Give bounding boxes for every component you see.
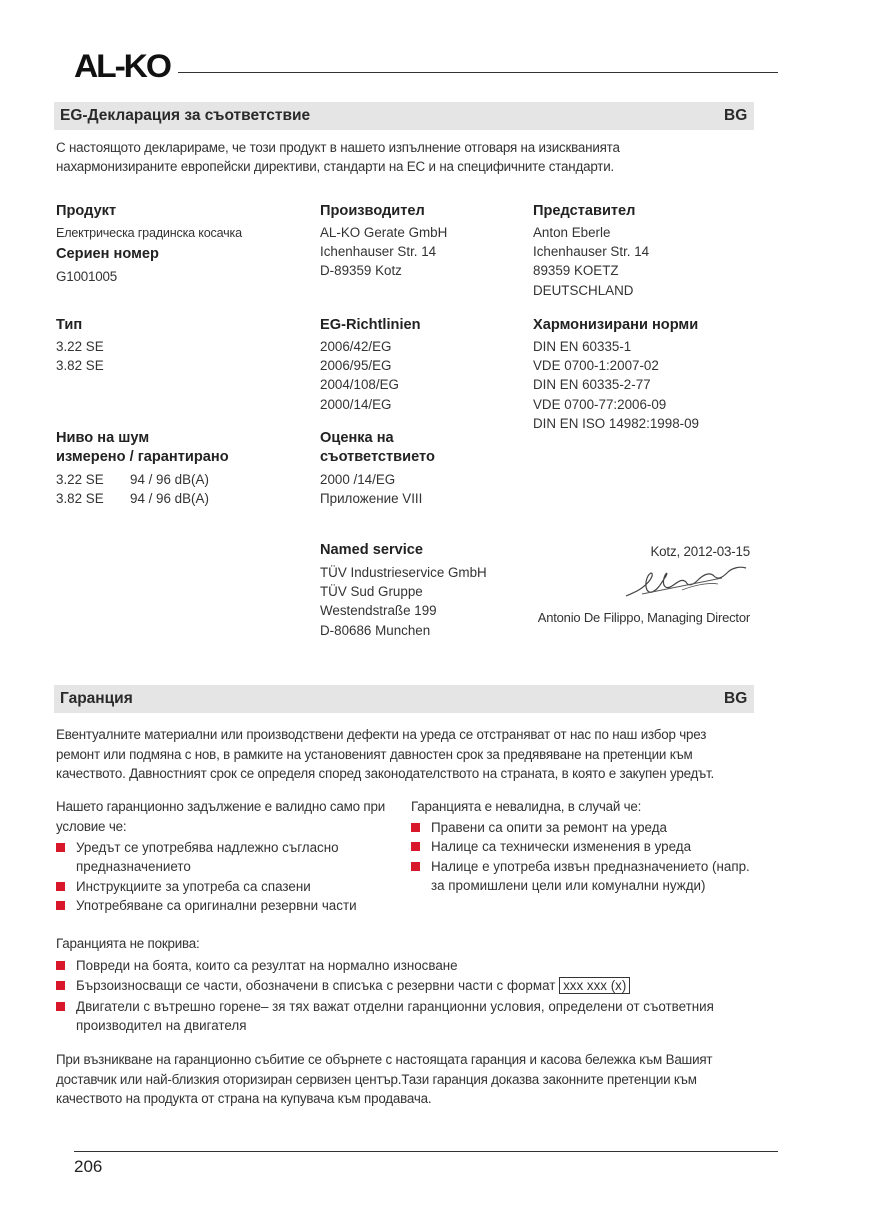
representative-address: [533, 223, 649, 300]
serial-value: G1001005: [56, 269, 117, 284]
representative-heading: Представител: [533, 203, 636, 219]
representative-line: Ichenhauser Str. 14: [533, 244, 650, 260]
noise-model: 3.22 SE: [56, 472, 104, 487]
conformity-heading-line1: Оценка на: [320, 430, 394, 446]
declaration-lang-code: BG: [724, 107, 748, 124]
signature-image: [622, 564, 752, 604]
invalid-conditions-list: [411, 818, 756, 895]
bullet-square-icon: [56, 961, 65, 970]
not-covered-intro: Гаранцията не покрива:: [56, 936, 200, 951]
list-item: Правени са опити за ремонт на уреда: [411, 818, 756, 837]
conformity-heading-line2: съответствието: [320, 449, 435, 465]
standards-list: [533, 337, 699, 433]
type-item: 3.82 SE: [56, 358, 104, 374]
directive-item: 2006/42/EG: [320, 339, 392, 354]
named-service-address: [320, 563, 487, 640]
noise-heading-line2: измерено / гарантирано: [56, 449, 229, 465]
closing-line: При възникване на гаранционно събитие се обърнете с настоящата гаранция и касова бележка към Вашият: [56, 1052, 713, 1067]
warranty-title: Гаранция: [60, 690, 133, 707]
type-heading: Тип: [56, 317, 83, 333]
header-rule: [178, 72, 778, 73]
bullet-square-icon: [56, 882, 65, 891]
representative-line: 89359 KOETZ: [533, 263, 619, 279]
valid-intro-line: условие че:: [56, 818, 127, 834]
declaration-intro-line1: С настоящото декларираме, че този продукт в нашето изпълнение отговаря на изискванията: [56, 140, 620, 155]
standard-item: DIN EN 60335-1: [533, 339, 632, 354]
warranty-intro: [56, 725, 714, 784]
named-service-line: TÜV Industrieservice GmbH: [320, 565, 487, 580]
product-heading: Продукт: [56, 203, 117, 219]
valid-conditions-list: [56, 838, 401, 915]
list-item: Налице са технически изменения в уреда: [411, 837, 756, 856]
manufacturer-address: [320, 223, 447, 281]
invalid-intro: Гаранцията е невалидна, в случай че:: [411, 799, 642, 814]
conformity-item: 2000 /14/EG: [320, 472, 396, 487]
type-item: 3.22 SE: [56, 339, 104, 354]
noise-row: [56, 489, 209, 508]
serial-heading: Сериен номер: [56, 246, 159, 262]
closing-line: доставчик или най-близкия оторизиран сервизен център.Тази гаранция доказва законните претенции към: [56, 1071, 697, 1087]
noise-model: 3.82 SE: [56, 491, 104, 507]
directive-item: 2000/14/EG: [320, 396, 392, 412]
representative-line: Anton Eberle: [533, 225, 611, 240]
conformity-item: Приложение VIII: [320, 491, 423, 507]
bullet-square-icon: [56, 981, 65, 990]
noise-value: 94 / 96 dB(A): [130, 491, 209, 507]
named-service-line: D-80686 Munchen: [320, 622, 431, 638]
standard-item: VDE 0700-77:2006-09: [533, 396, 667, 412]
directives-list: [320, 337, 399, 414]
place-date: Kotz, 2012-03-15: [650, 544, 750, 559]
conformity-list: [320, 470, 422, 508]
bullet-square-icon: [56, 901, 65, 910]
warranty-intro-line: ремонт или подмяна с нов, в рамките на установеният давностен срок за предявяване на претенции към: [56, 746, 693, 762]
declaration-intro-line2: нахармонизираните европейски директиви, стандарти на ЕС и на специфичните стандарти.: [56, 159, 615, 174]
warranty-intro-line: Евентуалните материални или производствени дефекти на уреда се отстраняват от нас по наш избор чрез: [56, 727, 707, 742]
standard-item: DIN EN 60335-2-77: [533, 377, 651, 393]
part-format-box: xxx xxx (x): [559, 977, 630, 994]
type-list: [56, 337, 104, 375]
warranty-closing: [56, 1050, 712, 1109]
named-service-line: TÜV Sud Gruppe: [320, 584, 423, 600]
bullet-square-icon: [411, 823, 420, 832]
footer-rule: [74, 1151, 778, 1152]
alko-logo: AL-KO: [74, 48, 170, 84]
noise-table: [56, 470, 209, 508]
list-item: Уредът се употребява надлежно съгласно предназначението: [56, 838, 401, 877]
standards-heading: Хармонизирани норми: [533, 317, 699, 333]
directive-item: 2004/108/EG: [320, 377, 399, 393]
manufacturer-line: D-89359 Kotz: [320, 263, 402, 279]
warranty-lang-code: BG: [724, 690, 748, 707]
list-item: Употребяване са оригинални резервни части: [56, 896, 401, 915]
valid-intro-line: Нашето гаранционно задължение е валидно само при: [56, 799, 385, 814]
manufacturer-line: AL-KO Gerate GmbH: [320, 225, 448, 240]
signatory: Antonio De Filippo, Managing Director: [537, 610, 750, 625]
noise-value: 94 / 96 dB(A): [130, 472, 209, 487]
bullet-square-icon: [411, 842, 420, 851]
list-item: Повреди на боята, които са резултат на нормално износване: [56, 956, 756, 975]
manufacturer-heading: Производител: [320, 203, 425, 219]
named-service-heading: Named service: [320, 542, 424, 558]
directive-item: 2006/95/EG: [320, 358, 392, 374]
standard-item: VDE 0700-1:2007-02: [533, 358, 659, 374]
bullet-square-icon: [411, 862, 420, 871]
representative-line: DEUTSCHLAND: [533, 282, 634, 298]
warranty-title-bar: [54, 685, 754, 713]
directives-heading: EG-Richtlinien: [320, 317, 421, 333]
valid-intro: [56, 797, 385, 836]
list-item: Инструкциите за употреба са спазени: [56, 877, 401, 896]
list-item: Налице е употреба извън предназначението (напр. за промишлени цели или комунални нужди): [411, 857, 756, 896]
bullet-square-icon: [56, 843, 65, 852]
noise-row: [56, 470, 209, 489]
manufacturer-line: Ichenhauser Str. 14: [320, 244, 437, 260]
declaration-title: EG-Декларация за съответствие: [60, 107, 311, 124]
named-service-line: Westendstraße 199: [320, 603, 437, 619]
list-item: Бързоизносващи се части, обозначени в списъка с резервни части с формат xxx xxx (x): [56, 976, 756, 995]
bullet-square-icon: [56, 1002, 65, 1011]
page-number: 206: [74, 1157, 103, 1176]
closing-line: качеството на продукта от страна на купувача към продавача.: [56, 1091, 432, 1106]
noise-heading-line1: Ниво на шум: [56, 430, 150, 446]
warranty-intro-line: качеството. Давностният срок се определя според законодателството на страната, в която е закупен уредът.: [56, 766, 714, 781]
product-value: Електрическа градинска косачка: [56, 226, 242, 240]
not-covered-list: [56, 956, 756, 1035]
standard-item: DIN EN ISO 14982:1998-09: [533, 415, 699, 431]
list-item: Двигатели с вътрешно горене– зя тях важат отделни гаранционни условия, определени от съответния производител на двигателя: [56, 997, 756, 1036]
